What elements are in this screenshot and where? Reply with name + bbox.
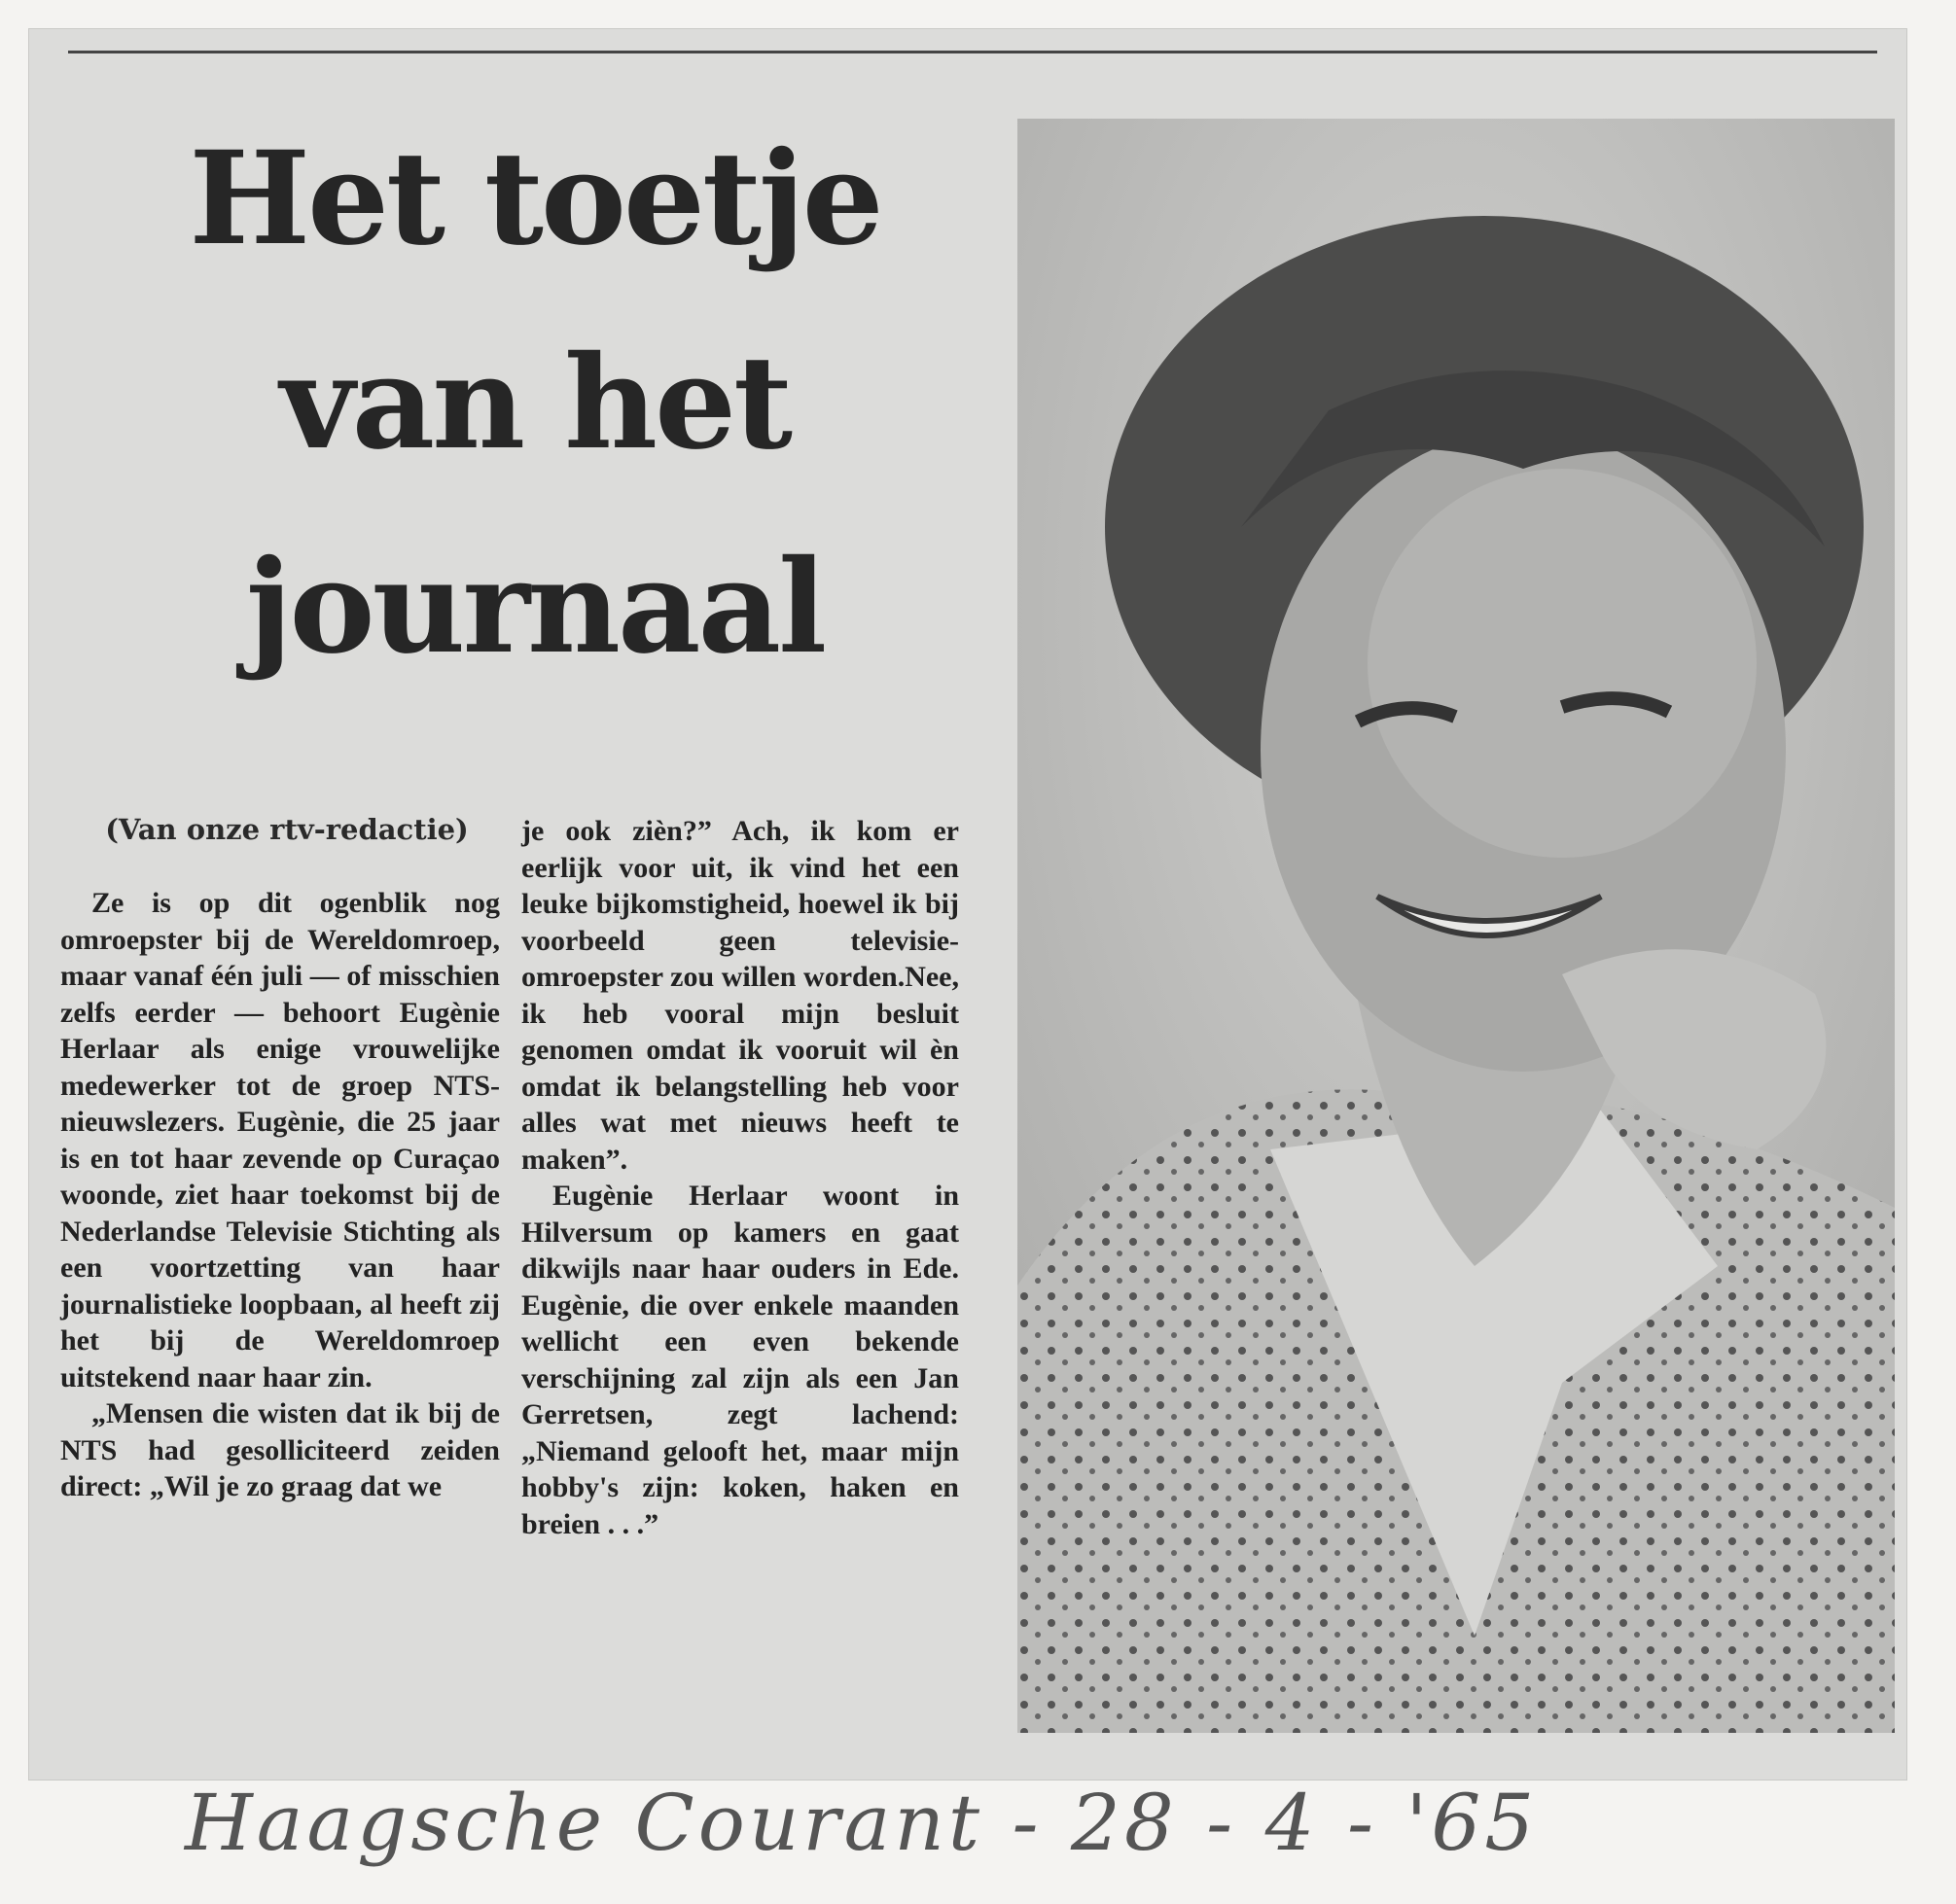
headline-line-3: journaal xyxy=(245,532,825,683)
portrait-photo-icon xyxy=(1017,119,1895,1733)
byline: (Van onze rtv-redactie) xyxy=(105,813,469,846)
paragraph: Eugènie Herlaar woont in Hilversum op kamers en gaat dikwijls naar haar ouders in Ede. Eugènie, die over enkele maanden wellicht een even bekende verschijning zal zijn als een Jan Gerretsen, zegt lachend: „Niemand gelooft het, maar mijn hobby's zijn: koken, haken en breien . . .” xyxy=(521,1180,959,1540)
paragraph: Ze is op dit ogenblik nog omroepster bij de Wereldomroep, maar vanaf één juli — of misschien zelfs eerder — behoort Eugènie Herlaar als enige vrouwelijke medewerker tot de groep NTS-nieuwslezers. Eugènie, die 25 jaar is en tot haar zevende op Curaçao woonde, ziet haar toekomst bij de Nederlandse Televisie Stichting als een voortzetting van haar journalistieke loopbaan, al heeft zij het bij de Wereldomroep uitstekend naar haar zin. xyxy=(60,887,500,1393)
top-rule xyxy=(68,51,1877,53)
headline-line-2: van het xyxy=(279,328,791,478)
headline-line-1: Het toetje xyxy=(189,123,881,274)
headline xyxy=(146,97,924,710)
paragraph: „Mensen die wisten dat ik bij de NTS had gesolliciteerd zeiden direct: „Wil je zo graag dat we xyxy=(60,1397,500,1502)
article-column-2 xyxy=(521,813,959,1542)
portrait-illustration xyxy=(1017,119,1895,1733)
handwritten-note: Haagsche Courant - 28 - 4 - '65 xyxy=(185,1778,1539,1868)
paragraph: je ook zièn?” Ach, ik kom er eerlijk voor uit, ik vind het een leuke bijkomstigheid, hoewel ik bij voorbeeld geen televisie-omroepster zou willen worden.Nee, ik heb vooral mijn besluit genomen omdat ik vooruit wil èn omdat ik belangstelling heb voor alles wat met nieuws heeft te maken”. xyxy=(521,815,959,1176)
article-column-1 xyxy=(60,885,500,1505)
